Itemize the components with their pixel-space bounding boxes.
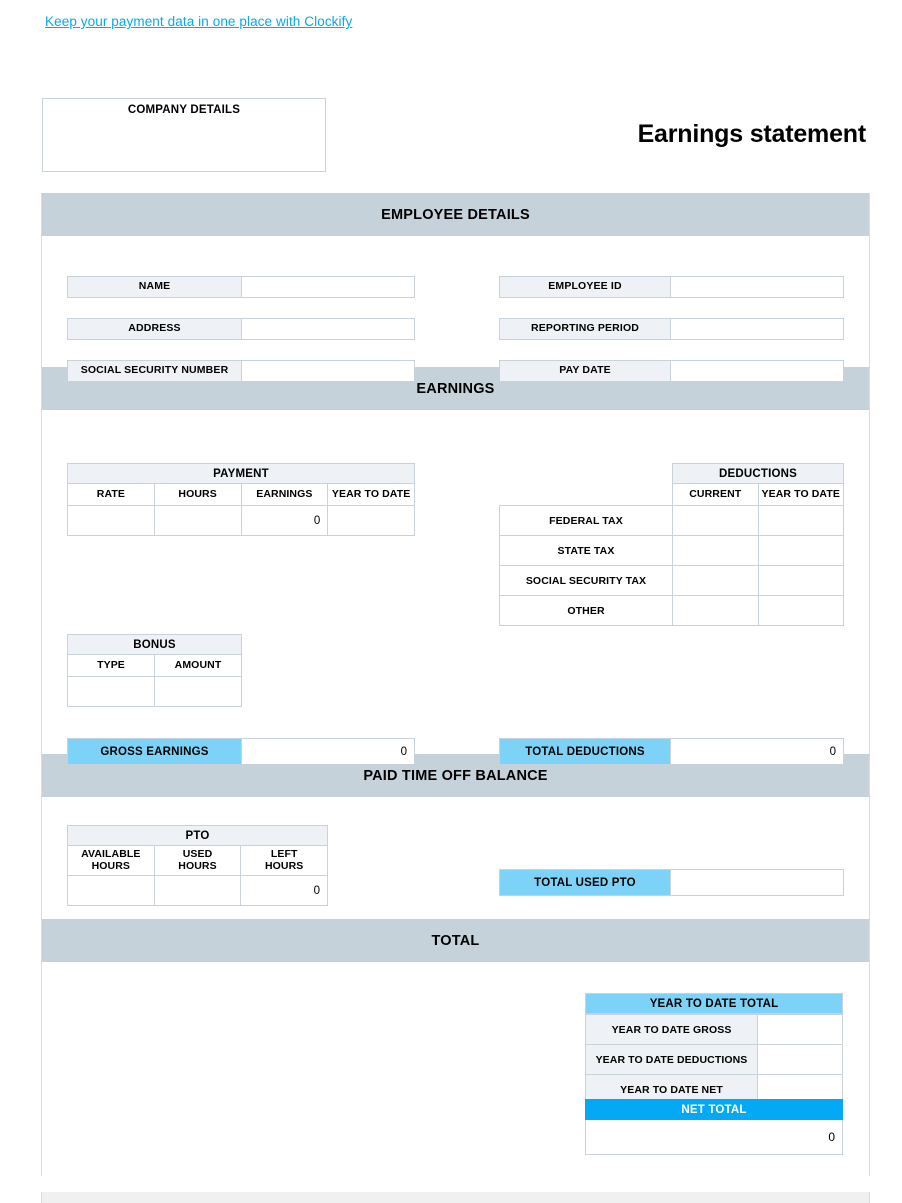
field-ssn-value[interactable] [242, 360, 415, 382]
ytd-gross-value[interactable] [758, 1015, 843, 1045]
table-row[interactable] [68, 876, 328, 906]
document-title: Earnings statement [637, 120, 866, 148]
total-used-pto-label: TOTAL USED PTO [499, 869, 671, 896]
year-to-date-total-table [585, 1014, 843, 1105]
payment-col-hours: HOURS [154, 484, 241, 506]
deductions-spacer [500, 464, 673, 484]
deductions-state-tax-current[interactable] [673, 536, 759, 566]
statement-sheet [41, 193, 870, 1176]
page-bottom-strip [41, 1192, 870, 1203]
gross-earnings-value[interactable]: 0 [242, 738, 415, 765]
bonus-col-amount: AMOUNT [155, 655, 242, 677]
field-employee-id[interactable] [499, 276, 844, 298]
payment-cell-ytd[interactable] [328, 506, 415, 536]
pto-col-available-hours [68, 846, 155, 876]
ytd-deductions-label: YEAR TO DATE DEDUCTIONS [586, 1045, 758, 1075]
deductions-table [499, 463, 844, 626]
field-employee-id-value[interactable] [671, 276, 844, 298]
deductions-state-tax-ytd[interactable] [758, 536, 844, 566]
field-name-label: NAME [67, 276, 242, 298]
table-row[interactable] [500, 536, 844, 566]
clockify-promo-link[interactable]: Keep your payment data in one place with Clockify [45, 14, 353, 29]
deductions-col-ytd: YEAR TO DATE [758, 484, 844, 506]
ytd-net-label: YEAR TO DATE NET [586, 1075, 758, 1105]
deductions-federal-tax-ytd[interactable] [758, 506, 844, 536]
net-total-header: NET TOTAL [585, 1099, 843, 1120]
deductions-federal-tax-current[interactable] [673, 506, 759, 536]
bonus-table-group-header: BONUS [68, 635, 242, 655]
pto-col-left-hours-line1: LEFT [270, 848, 298, 861]
deductions-social-security-tax-current[interactable] [673, 566, 759, 596]
bonus-col-type: TYPE [68, 655, 155, 677]
gross-earnings-row[interactable] [67, 738, 415, 765]
table-row[interactable] [500, 506, 844, 536]
pto-body [42, 797, 869, 919]
deductions-label-social-security-tax: SOCIAL SECURITY TAX [500, 566, 673, 596]
pto-col-used-hours-line1: USED [182, 848, 213, 861]
table-row[interactable] [586, 1045, 843, 1075]
field-employee-id-label: EMPLOYEE ID [499, 276, 671, 298]
ytd-deductions-value[interactable] [758, 1045, 843, 1075]
gross-earnings-label: GROSS EARNINGS [67, 738, 242, 765]
payment-cell-rate[interactable] [68, 506, 155, 536]
table-row[interactable] [68, 506, 415, 536]
deductions-other-ytd[interactable] [758, 596, 844, 626]
field-pay-date-value[interactable] [671, 360, 844, 382]
payment-col-earnings: EARNINGS [241, 484, 328, 506]
bonus-table [67, 634, 242, 707]
field-address-value[interactable] [242, 318, 415, 340]
pto-col-used-hours-line2: HOURS [178, 859, 217, 872]
payment-cell-hours[interactable] [154, 506, 241, 536]
year-to-date-total-header: YEAR TO DATE TOTAL [585, 993, 843, 1014]
section-header-earnings: EARNINGS [42, 367, 869, 410]
employee-details-body [42, 236, 869, 377]
field-ssn[interactable] [67, 360, 415, 382]
payment-cell-earnings[interactable]: 0 [241, 506, 328, 536]
net-total-value[interactable]: 0 [585, 1120, 843, 1155]
pto-col-left-hours [241, 846, 328, 876]
company-details-label: COMPANY DETAILS [127, 104, 241, 116]
field-address[interactable] [67, 318, 415, 340]
deductions-social-security-tax-ytd[interactable] [758, 566, 844, 596]
pto-table-group-header: PTO [68, 826, 328, 846]
total-used-pto-row[interactable] [499, 869, 844, 896]
total-body [42, 962, 869, 1176]
pto-cell-available-hours[interactable] [68, 876, 155, 906]
deductions-spacer [500, 484, 673, 506]
table-row[interactable] [586, 1015, 843, 1045]
total-deductions-value[interactable]: 0 [671, 738, 844, 765]
field-reporting-period[interactable] [499, 318, 844, 340]
field-reporting-period-value[interactable] [671, 318, 844, 340]
year-to-date-total-block [585, 993, 843, 1105]
pto-col-available-hours-line1: AVAILABLE [81, 848, 141, 861]
field-ssn-label: SOCIAL SECURITY NUMBER [67, 360, 242, 382]
field-address-label: ADDRESS [67, 318, 242, 340]
deductions-table-group-header: DEDUCTIONS [673, 464, 844, 484]
earnings-body [42, 410, 869, 758]
table-row[interactable] [500, 566, 844, 596]
payment-col-rate: RATE [68, 484, 155, 506]
ytd-gross-label: YEAR TO DATE GROSS [586, 1015, 758, 1045]
field-pay-date-label: PAY DATE [499, 360, 671, 382]
field-reporting-period-label: REPORTING PERIOD [499, 318, 671, 340]
total-deductions-label: TOTAL DEDUCTIONS [499, 738, 671, 765]
pto-col-available-hours-line2: HOURS [91, 859, 131, 872]
pto-col-left-hours-line2: HOURS [264, 859, 304, 872]
total-deductions-row[interactable] [499, 738, 844, 765]
company-details-box[interactable] [42, 98, 326, 172]
pto-table [67, 825, 328, 906]
payment-table-group-header: PAYMENT [68, 464, 415, 484]
section-header-employee-details: EMPLOYEE DETAILS [42, 193, 869, 236]
field-pay-date[interactable] [499, 360, 844, 382]
table-row[interactable] [500, 596, 844, 626]
section-header-pto-balance: PAID TIME OFF BALANCE [42, 754, 869, 797]
deductions-col-current: CURRENT [673, 484, 759, 506]
pto-cell-used-hours[interactable] [154, 876, 241, 906]
deductions-label-other: OTHER [500, 596, 673, 626]
payment-table [67, 463, 415, 536]
pto-cell-left-hours[interactable]: 0 [241, 876, 328, 906]
bonus-cell-amount[interactable] [155, 677, 242, 707]
total-used-pto-value[interactable] [671, 869, 844, 896]
bonus-cell-type[interactable] [68, 677, 155, 707]
payment-col-ytd: YEAR TO DATE [328, 484, 415, 506]
field-name[interactable] [67, 276, 415, 298]
field-name-value[interactable] [242, 276, 415, 298]
deductions-label-federal-tax: FEDERAL TAX [500, 506, 673, 536]
section-header-total: TOTAL [42, 919, 869, 962]
pto-col-used-hours [154, 846, 241, 876]
deductions-other-current[interactable] [673, 596, 759, 626]
net-total-block [585, 1099, 843, 1155]
deductions-label-state-tax: STATE TAX [500, 536, 673, 566]
table-row[interactable] [68, 677, 242, 707]
